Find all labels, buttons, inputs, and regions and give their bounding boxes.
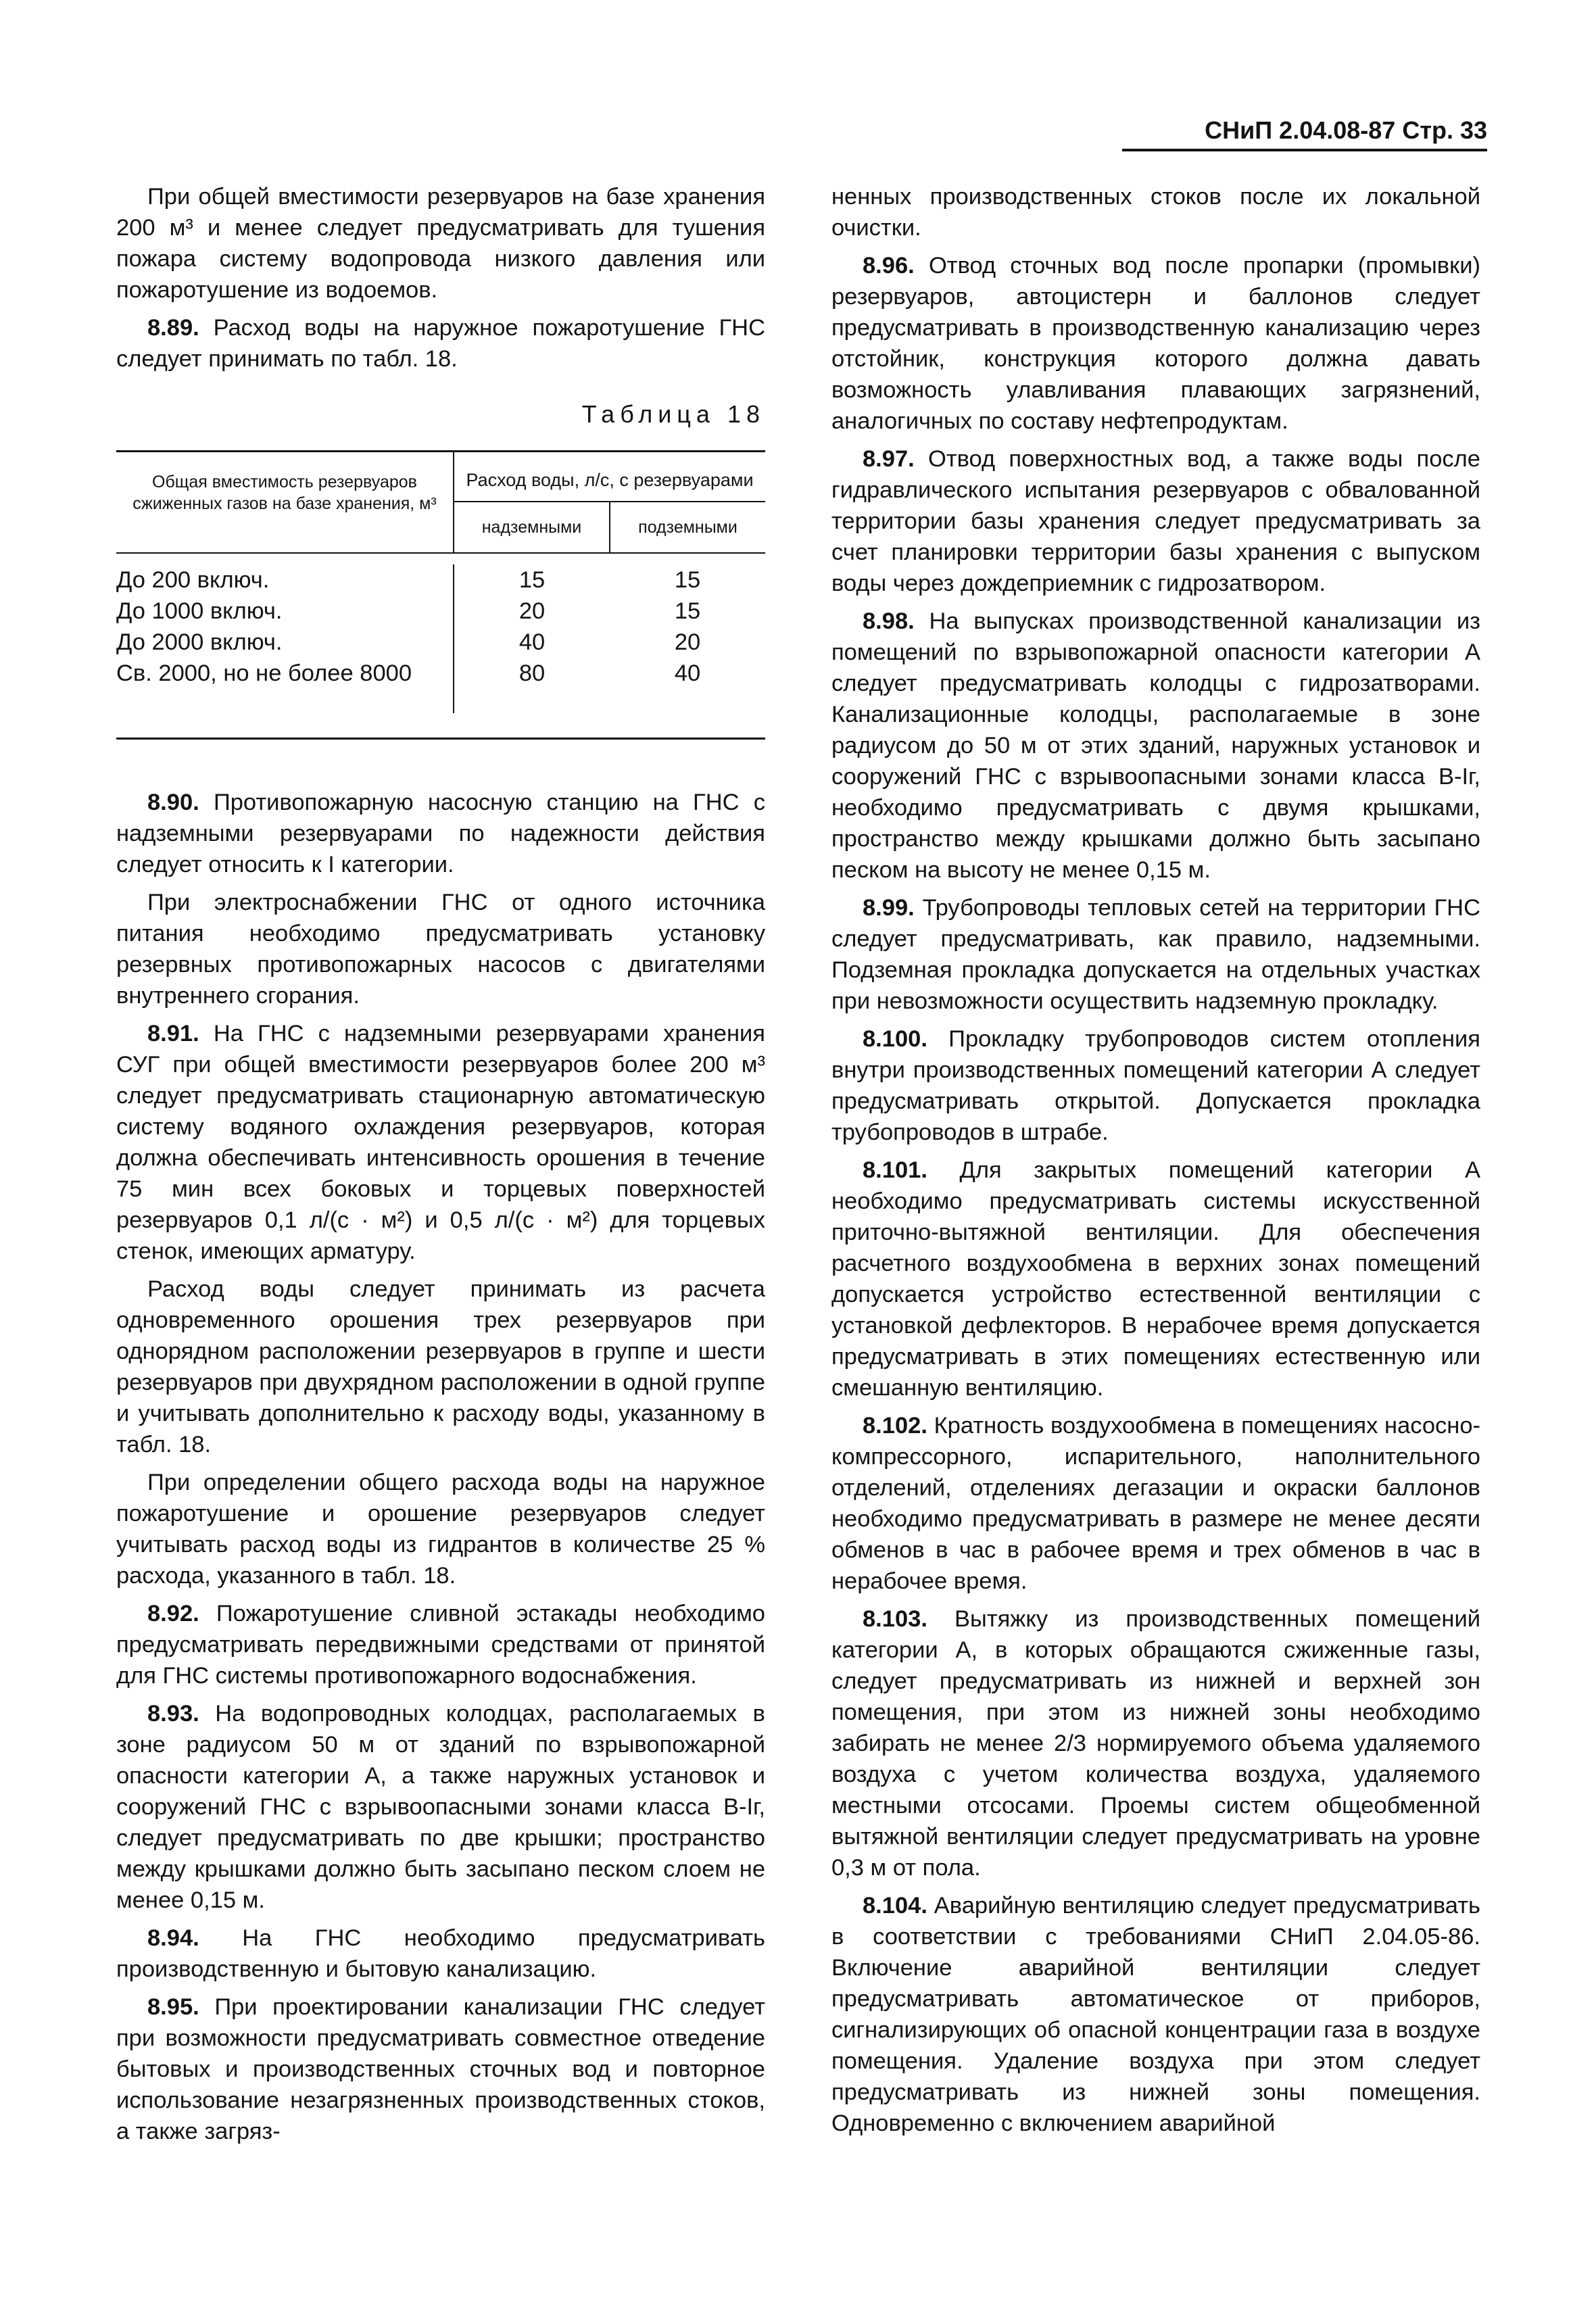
paragraph-text: Отвод сточных вод после пропарки (промывки) резервуаров, автоцистерн и баллонов следует предусматривать в производственную канализацию через отстойник, конструкция которого должна давать возможность улавливания плавающих загрязнений, аналогичных по составу нефтепродуктам. bbox=[831, 253, 1480, 434]
row-underground-cell: 15 bbox=[674, 598, 701, 624]
paragraph bbox=[116, 181, 765, 306]
paragraph bbox=[116, 887, 765, 1011]
paragraph-text: Расход воды на наружное пожаротушение ГНС следует принимать по табл. 18. bbox=[116, 315, 765, 372]
clause-number: 8.95. bbox=[147, 1994, 199, 2020]
row-capacity-cell: До 1000 включ. bbox=[116, 596, 454, 627]
clause-number: 8.91. bbox=[147, 1021, 199, 1046]
row-underground-cell: 20 bbox=[674, 629, 701, 655]
paragraph-text: Трубопроводы тепловых сетей на территории ГНС следует предусматривать, как правило, надземными. Подземная прокладка допускается на отдельных участках при невозможности осуществить надземную прокладку. bbox=[831, 895, 1480, 1014]
paragraph bbox=[116, 1467, 765, 1591]
paragraph-text: Прокладку трубопроводов систем отопления внутри производственных помещений категории А следует предусматривать открытой. Допускается прокладка трубопроводов в штрабе. bbox=[831, 1026, 1480, 1145]
row-aboveground-cell: 15 bbox=[518, 567, 546, 593]
row-underground-cell: 15 bbox=[674, 567, 701, 593]
table-row bbox=[116, 627, 765, 658]
clause-number: 8.92. bbox=[147, 1601, 199, 1626]
paragraph-text: На ГНС необходимо предусматривать производственную и бытовую канализацию. bbox=[116, 1925, 765, 1982]
paragraph-text: Аварийную вентиляцию следует предусматривать в соответствии с требованиями СНиП 2.04.05-86. Включение аварийной вентиляции следует предусматривать автоматическое от приборов, сигнализирующих об опасной концентрации газа в воздухе помещения. Удаление воздуха при этом следует предусматривать из нижней зоны помещения. Одновременно с включением аварийной bbox=[831, 1893, 1480, 2136]
paragraph-text: Вытяжку из производственных помещений категории А, в которых обращаются сжиженные газы, следует предусматривать из нижней и верхней зон помещения, при этом из нижней зоны необходимо забирать не менее 2/3 нормируемого объема удаляемого воздуха с учетом количества воздуха, удаляемого местными отсосами. Проемы систем общеобменной вытяжной вентиляции следует предусматривать на уровне 0,3 м от пола. bbox=[831, 1606, 1480, 1881]
row-aboveground-cell: 20 bbox=[518, 598, 546, 624]
paragraph-text: На ГНС с надземными резервуарами хранения СУГ при общей вместимости резервуаров более 200 м³ следует предусматривать стационарную автоматическую систему водяного охлаждения резервуаров, которая должна обеспечивать интенсивность орошения в течение 75 мин всех боковых и торцевых поверхностей резервуаров 0,1 л/(с · м²) и 0,5 л/(с · м²) для торцевых стенок, имеющих арматуру. bbox=[116, 1021, 765, 1264]
col-flow-group-header: Расход воды, л/с, с резервуарами bbox=[454, 452, 765, 502]
clause-number: 8.98. bbox=[863, 608, 915, 634]
paragraph bbox=[831, 1023, 1480, 1148]
paragraph bbox=[831, 250, 1480, 437]
paragraph-text: Пожаротушение сливной эстакады необходимо предусматривать передвижными средствами от принятой для ГНС системы противопожарного водоснабжения. bbox=[116, 1601, 765, 1689]
paragraph bbox=[831, 1603, 1480, 1883]
paragraph-text: На выпусках производственной канализации из помещений по взрывопожарной опасности категории А следует предусматривать колодцы с гидрозатворами. Канализационные колодцы, располагаемые в зоне радиусом до 50 м от этих зданий, наружных установок и сооружений ГНС с взрывоопасными зонами класса В-Iг, необходимо предусматривать с двумя крышками, пространство между крышками должно быть засыпано песком на высоту не менее 0,15 м. bbox=[831, 608, 1480, 883]
paragraph bbox=[116, 1274, 765, 1460]
paragraph bbox=[831, 892, 1480, 1017]
clause-number: 8.100. bbox=[863, 1026, 927, 1052]
paragraph-text: ненных производственных стоков после их локальной очистки. bbox=[831, 184, 1480, 241]
clause-number: 8.104. bbox=[863, 1893, 927, 1919]
row-capacity-cell: До 2000 включ. bbox=[116, 627, 454, 658]
clause-number: 8.89. bbox=[147, 315, 199, 341]
clause-number: 8.94. bbox=[147, 1925, 199, 1951]
paragraph-text: На водопроводных колодцах, располагаемых в зоне радиусом 50 м от зданий по взрывопожарной опасности категории А, а также наружных установок и сооружений ГНС с взрывоопасными зонами класса В-Iг, следует предусматривать по две крышки; пространство между крышками должно быть засыпано песком слоем не менее 0,15 м. bbox=[116, 1701, 765, 1913]
paragraph-text: Для закрытых помещений категории А необходимо предусматривать системы искусственной приточно-вытяжной вентиляции. Для обеспечения расчетного воздухообмена в верхних зонах помещений допускается устройство естественной вентиляции с установкой дефлекторов. В нерабочее время допускается предусматривать в этих помещениях естественную или смешанную вентиляцию. bbox=[831, 1157, 1480, 1401]
paragraph bbox=[831, 1155, 1480, 1403]
clause-number: 8.101. bbox=[863, 1157, 927, 1183]
row-underground-cell: 40 bbox=[674, 660, 701, 686]
paragraph bbox=[831, 606, 1480, 886]
col-aboveground-header: надземными bbox=[454, 502, 610, 552]
page-header: СНиП 2.04.08-87 Стр. 33 bbox=[1122, 116, 1487, 151]
paragraph bbox=[116, 787, 765, 880]
water-flow-table bbox=[116, 450, 765, 740]
clause-number: 8.90. bbox=[147, 790, 199, 815]
paragraph-text: При общей вместимости резервуаров на базе хранения 200 м³ и менее следует предусматривать для тушения пожара систему водопровода низкого давления или пожаротушение из водоемов. bbox=[116, 184, 765, 303]
paragraph bbox=[831, 443, 1480, 599]
table-header bbox=[116, 452, 765, 554]
paragraph bbox=[116, 1992, 765, 2147]
row-aboveground-cell: 40 bbox=[518, 629, 546, 655]
clause-number: 8.102. bbox=[863, 1413, 927, 1439]
right-column bbox=[831, 181, 1480, 2146]
row-aboveground-cell: 80 bbox=[518, 660, 546, 686]
row-capacity-cell: Св. 2000, но не более 8000 bbox=[116, 658, 454, 713]
clause-number: 8.103. bbox=[863, 1606, 927, 1632]
left-column bbox=[116, 181, 765, 2154]
paragraph-text: Отвод поверхностных вод, а также воды после гидравлического испытания резервуаров с обвалованной территории базы хранения следует предусматривать за счет планировки территории базы хранения с выпуском воды через дождеприемник с гидрозатвором. bbox=[831, 446, 1480, 596]
paragraph-text: При определении общего расхода воды на наружное пожаротушение и орошение резервуаров следует учитывать расход воды из гидрантов в количестве 25 % расхода, указанного в табл. 18. bbox=[116, 1470, 765, 1589]
paragraph bbox=[116, 1923, 765, 1985]
table-row bbox=[116, 658, 765, 713]
clause-number: 8.97. bbox=[863, 446, 915, 472]
clause-number: 8.93. bbox=[147, 1701, 199, 1727]
col-capacity-header: Общая вместимость резервуаров сжиженных газов на базе хранения, м³ bbox=[116, 452, 454, 552]
paragraph-text: При проектировании канализации ГНС следует при возможности предусматривать совместное отведение бытовых и производственных сточных вод и повторное использование незагрязненных производственных стоков, а также загряз- bbox=[116, 1994, 765, 2144]
paragraph bbox=[831, 1890, 1480, 2139]
table-row bbox=[116, 596, 765, 627]
paragraph-text: Противопожарную насосную станцию на ГНС с надземными резервуарами по надежности действия следует относить к I категории. bbox=[116, 790, 765, 877]
paragraph bbox=[116, 1598, 765, 1691]
paragraph bbox=[831, 181, 1480, 243]
paragraph bbox=[831, 1410, 1480, 1597]
table-caption: Таблица 18 bbox=[581, 400, 765, 428]
paragraph-text: Кратность воздухообмена в помещениях насосно-компрессорного, испарительного, наполнительного отделений, отделениях дегазации и окраски баллонов необходимо предусматривать в размере не менее десяти обменов в час в рабочее время и трех обменов в час в нерабочее время. bbox=[831, 1413, 1480, 1594]
paragraph-text: Расход воды следует принимать из расчета одновременного орошения трех резервуаров при однорядном расположении резервуаров в группе и шести резервуаров при двухрядном расположении в одной группе и учитывать дополнительно к расходу воды, указанному в табл. 18. bbox=[116, 1276, 765, 1457]
clause-number: 8.99. bbox=[863, 895, 915, 921]
table-row bbox=[116, 554, 765, 596]
paragraph bbox=[116, 312, 765, 375]
paragraph bbox=[116, 1698, 765, 1916]
col-underground-header: подземными bbox=[638, 518, 737, 537]
clause-number: 8.96. bbox=[863, 253, 915, 279]
paragraph-text: При электроснабжении ГНС от одного источника питания необходимо предусматривать установку резервных противопожарных насосов с двигателями внутреннего сгорания. bbox=[116, 890, 765, 1009]
paragraph bbox=[116, 1018, 765, 1267]
row-capacity-cell: До 200 включ. bbox=[116, 564, 454, 596]
